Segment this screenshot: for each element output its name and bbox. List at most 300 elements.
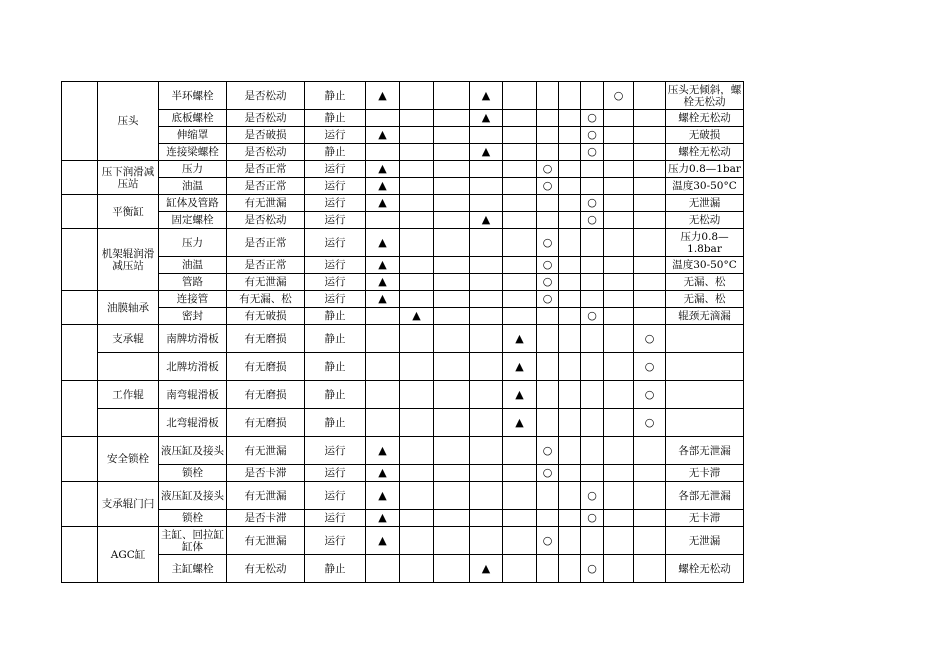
circle-mark: ○	[581, 510, 604, 527]
mark-cell	[604, 527, 634, 555]
mark-cell	[581, 274, 604, 291]
mark-cell	[366, 212, 400, 229]
mark-cell	[581, 409, 604, 437]
circle-mark: ○	[581, 110, 604, 127]
mark-cell	[559, 257, 581, 274]
mark-cell	[559, 82, 581, 110]
group-cell: 机架辊润滑减压站	[98, 229, 159, 291]
mark-cell	[400, 555, 434, 583]
triangle-mark: ▲	[366, 127, 400, 144]
index-cell	[62, 527, 98, 583]
state-cell: 运行	[305, 291, 366, 308]
part-cell: 液压缸及接头	[159, 437, 227, 465]
part-cell: 锁栓	[159, 465, 227, 482]
table-row	[62, 229, 744, 257]
mark-cell	[503, 465, 537, 482]
mark-cell	[503, 291, 537, 308]
mark-cell	[400, 229, 434, 257]
mark-cell	[434, 274, 470, 291]
mark-cell	[366, 409, 400, 437]
triangle-mark: ▲	[503, 325, 537, 353]
circle-mark: ○	[537, 178, 559, 195]
table-row	[62, 110, 744, 127]
mark-cell	[559, 178, 581, 195]
state-cell: 静止	[305, 353, 366, 381]
mark-cell	[581, 161, 604, 178]
mark-cell	[503, 82, 537, 110]
remark-cell	[666, 409, 744, 437]
mark-cell	[434, 409, 470, 437]
mark-cell	[581, 381, 604, 409]
remark-cell: 螺栓无松动	[666, 555, 744, 583]
index-cell	[62, 195, 98, 229]
triangle-mark: ▲	[366, 527, 400, 555]
circle-mark: ○	[634, 409, 666, 437]
item-cell: 是否正常	[227, 178, 305, 195]
circle-mark: ○	[537, 161, 559, 178]
remark-cell: 温度30-50°C	[666, 178, 744, 195]
part-cell: 半环螺栓	[159, 82, 227, 110]
triangle-mark: ▲	[503, 409, 537, 437]
mark-cell	[634, 527, 666, 555]
remark-cell: 压头无倾斜，螺栓无松动	[666, 82, 744, 110]
circle-mark: ○	[537, 257, 559, 274]
mark-cell	[537, 381, 559, 409]
mark-cell	[604, 409, 634, 437]
mark-cell	[604, 195, 634, 212]
mark-cell	[503, 527, 537, 555]
mark-cell	[400, 291, 434, 308]
mark-cell	[503, 127, 537, 144]
part-cell: 伸缩罩	[159, 127, 227, 144]
mark-cell	[581, 527, 604, 555]
mark-cell	[434, 178, 470, 195]
part-cell: 南牌坊滑板	[159, 325, 227, 353]
mark-cell	[434, 437, 470, 465]
table-row	[62, 291, 744, 308]
index-cell	[62, 482, 98, 527]
mark-cell	[559, 527, 581, 555]
mark-cell	[400, 195, 434, 212]
mark-cell	[634, 212, 666, 229]
circle-mark: ○	[581, 195, 604, 212]
part-cell: 压力	[159, 229, 227, 257]
mark-cell	[604, 381, 634, 409]
part-cell: 压力	[159, 161, 227, 178]
mark-cell	[581, 229, 604, 257]
table-row	[62, 82, 744, 110]
mark-cell	[434, 110, 470, 127]
index-cell	[62, 82, 98, 161]
table-row	[62, 161, 744, 178]
triangle-mark: ▲	[366, 178, 400, 195]
mark-cell	[400, 161, 434, 178]
mark-cell	[604, 127, 634, 144]
table-row	[62, 482, 744, 510]
item-cell: 有无磨损	[227, 353, 305, 381]
mark-cell	[581, 325, 604, 353]
mark-cell	[559, 144, 581, 161]
mark-cell	[434, 555, 470, 583]
circle-mark: ○	[537, 274, 559, 291]
index-cell	[62, 229, 98, 291]
mark-cell	[400, 381, 434, 409]
mark-cell	[604, 465, 634, 482]
triangle-mark: ▲	[470, 212, 503, 229]
mark-cell	[470, 229, 503, 257]
index-cell	[62, 325, 98, 381]
item-cell: 有无泄漏	[227, 437, 305, 465]
state-cell: 静止	[305, 110, 366, 127]
mark-cell	[559, 409, 581, 437]
inspection-table	[61, 81, 744, 583]
mark-cell	[634, 465, 666, 482]
item-cell: 是否破损	[227, 127, 305, 144]
mark-cell	[581, 353, 604, 381]
mark-cell	[581, 437, 604, 465]
mark-cell	[604, 291, 634, 308]
group-cell	[98, 353, 159, 381]
mark-cell	[503, 257, 537, 274]
triangle-mark: ▲	[366, 465, 400, 482]
mark-cell	[400, 325, 434, 353]
mark-cell	[559, 465, 581, 482]
mark-cell	[470, 510, 503, 527]
triangle-mark: ▲	[470, 82, 503, 110]
mark-cell	[604, 144, 634, 161]
part-cell: 底板螺栓	[159, 110, 227, 127]
remark-cell	[666, 325, 744, 353]
mark-cell	[604, 229, 634, 257]
mark-cell	[537, 195, 559, 212]
mark-cell	[470, 291, 503, 308]
mark-cell	[434, 325, 470, 353]
mark-cell	[581, 465, 604, 482]
remark-cell: 螺栓无松动	[666, 110, 744, 127]
mark-cell	[604, 353, 634, 381]
mark-cell	[503, 178, 537, 195]
mark-cell	[470, 161, 503, 178]
table-row	[62, 257, 744, 274]
mark-cell	[559, 229, 581, 257]
table-row	[62, 178, 744, 195]
mark-cell	[634, 555, 666, 583]
triangle-mark: ▲	[470, 110, 503, 127]
mark-cell	[400, 527, 434, 555]
group-cell: 压头	[98, 82, 159, 161]
mark-cell	[400, 257, 434, 274]
circle-mark: ○	[537, 291, 559, 308]
mark-cell	[559, 110, 581, 127]
state-cell: 运行	[305, 257, 366, 274]
mark-cell	[366, 325, 400, 353]
state-cell: 静止	[305, 381, 366, 409]
triangle-mark: ▲	[366, 482, 400, 510]
mark-cell	[434, 127, 470, 144]
state-cell: 运行	[305, 482, 366, 510]
mark-cell	[537, 409, 559, 437]
mark-cell	[470, 308, 503, 325]
remark-cell	[666, 353, 744, 381]
mark-cell	[634, 257, 666, 274]
mark-cell	[470, 527, 503, 555]
mark-cell	[634, 195, 666, 212]
mark-cell	[503, 161, 537, 178]
part-cell: 油温	[159, 178, 227, 195]
triangle-mark: ▲	[366, 274, 400, 291]
mark-cell	[537, 510, 559, 527]
state-cell: 运行	[305, 212, 366, 229]
mark-cell	[400, 465, 434, 482]
triangle-mark: ▲	[366, 161, 400, 178]
mark-cell	[366, 110, 400, 127]
part-cell: 连接梁螺栓	[159, 144, 227, 161]
item-cell: 有无磨损	[227, 381, 305, 409]
part-cell: 北弯辊滑板	[159, 409, 227, 437]
mark-cell	[604, 274, 634, 291]
part-cell: 主缸、回拉缸缸体	[159, 527, 227, 555]
mark-cell	[537, 212, 559, 229]
state-cell: 运行	[305, 178, 366, 195]
mark-cell	[400, 178, 434, 195]
mark-cell	[559, 308, 581, 325]
state-cell: 运行	[305, 527, 366, 555]
triangle-mark: ▲	[366, 437, 400, 465]
mark-cell	[366, 381, 400, 409]
index-cell	[62, 291, 98, 325]
part-cell: 主缸螺栓	[159, 555, 227, 583]
group-cell: 支承辊	[98, 325, 159, 353]
group-cell: 安全锁栓	[98, 437, 159, 482]
mark-cell	[559, 381, 581, 409]
mark-cell	[503, 510, 537, 527]
mark-cell	[604, 212, 634, 229]
state-cell: 静止	[305, 144, 366, 161]
triangle-mark: ▲	[366, 510, 400, 527]
item-cell: 是否正常	[227, 229, 305, 257]
mark-cell	[400, 127, 434, 144]
remark-cell: 无泄漏	[666, 195, 744, 212]
mark-cell	[400, 212, 434, 229]
mark-cell	[559, 482, 581, 510]
remark-cell: 压力0.8—1.8bar	[666, 229, 744, 257]
circle-mark: ○	[581, 482, 604, 510]
mark-cell	[581, 257, 604, 274]
group-cell: 工作辊	[98, 381, 159, 409]
mark-cell	[634, 274, 666, 291]
circle-mark: ○	[604, 82, 634, 110]
mark-cell	[434, 229, 470, 257]
mark-cell	[434, 465, 470, 482]
mark-cell	[604, 482, 634, 510]
circle-mark: ○	[537, 437, 559, 465]
remark-cell: 无松动	[666, 212, 744, 229]
mark-cell	[503, 308, 537, 325]
item-cell: 有无破损	[227, 308, 305, 325]
mark-cell	[400, 353, 434, 381]
item-cell: 是否正常	[227, 257, 305, 274]
mark-cell	[604, 325, 634, 353]
table-row	[62, 353, 744, 381]
circle-mark: ○	[581, 308, 604, 325]
mark-cell	[470, 178, 503, 195]
triangle-mark: ▲	[366, 82, 400, 110]
mark-cell	[604, 178, 634, 195]
mark-cell	[537, 308, 559, 325]
mark-cell	[400, 82, 434, 110]
state-cell: 静止	[305, 555, 366, 583]
mark-cell	[503, 195, 537, 212]
mark-cell	[470, 353, 503, 381]
mark-cell	[470, 381, 503, 409]
mark-cell	[366, 144, 400, 161]
mark-cell	[400, 482, 434, 510]
remark-cell: 螺栓无松动	[666, 144, 744, 161]
part-cell: 北牌坊滑板	[159, 353, 227, 381]
table-row	[62, 212, 744, 229]
triangle-mark: ▲	[470, 144, 503, 161]
item-cell: 有无磨损	[227, 325, 305, 353]
table-row	[62, 527, 744, 555]
item-cell: 是否卡滞	[227, 465, 305, 482]
triangle-mark: ▲	[366, 291, 400, 308]
mark-cell	[559, 325, 581, 353]
mark-cell	[634, 127, 666, 144]
mark-cell	[503, 555, 537, 583]
item-cell: 有无漏、松	[227, 291, 305, 308]
state-cell: 运行	[305, 229, 366, 257]
mark-cell	[559, 195, 581, 212]
state-cell: 运行	[305, 510, 366, 527]
mark-cell	[537, 82, 559, 110]
table-row	[62, 381, 744, 409]
table-body	[62, 82, 744, 583]
mark-cell	[559, 212, 581, 229]
mark-cell	[581, 178, 604, 195]
part-cell: 缸体及管路	[159, 195, 227, 212]
circle-mark: ○	[537, 465, 559, 482]
mark-cell	[537, 555, 559, 583]
mark-cell	[470, 274, 503, 291]
circle-mark: ○	[634, 381, 666, 409]
mark-cell	[434, 308, 470, 325]
triangle-mark: ▲	[366, 257, 400, 274]
mark-cell	[434, 257, 470, 274]
item-cell: 有无泄漏	[227, 195, 305, 212]
remark-cell: 各部无泄漏	[666, 437, 744, 465]
table-row	[62, 409, 744, 437]
mark-cell	[503, 229, 537, 257]
mark-cell	[634, 510, 666, 527]
mark-cell	[434, 82, 470, 110]
remark-cell	[666, 381, 744, 409]
triangle-mark: ▲	[400, 308, 434, 325]
mark-cell	[400, 510, 434, 527]
mark-cell	[604, 555, 634, 583]
group-cell: 支承辊门闩	[98, 482, 159, 527]
mark-cell	[434, 381, 470, 409]
mark-cell	[470, 195, 503, 212]
mark-cell	[434, 353, 470, 381]
state-cell: 运行	[305, 274, 366, 291]
mark-cell	[400, 144, 434, 161]
mark-cell	[400, 110, 434, 127]
mark-cell	[434, 510, 470, 527]
mark-cell	[366, 555, 400, 583]
circle-mark: ○	[581, 555, 604, 583]
part-cell: 南弯辊滑板	[159, 381, 227, 409]
remark-cell: 无漏、松	[666, 291, 744, 308]
item-cell: 是否松动	[227, 82, 305, 110]
mark-cell	[400, 437, 434, 465]
mark-cell	[559, 161, 581, 178]
triangle-mark: ▲	[366, 195, 400, 212]
remark-cell: 无破损	[666, 127, 744, 144]
mark-cell	[537, 110, 559, 127]
state-cell: 运行	[305, 437, 366, 465]
state-cell: 静止	[305, 325, 366, 353]
mark-cell	[634, 229, 666, 257]
remark-cell: 无卡滞	[666, 510, 744, 527]
mark-cell	[559, 510, 581, 527]
part-cell: 油温	[159, 257, 227, 274]
mark-cell	[434, 482, 470, 510]
group-cell	[98, 409, 159, 437]
table-row	[62, 308, 744, 325]
remark-cell: 无卡滞	[666, 465, 744, 482]
mark-cell	[537, 325, 559, 353]
item-cell: 是否卡滞	[227, 510, 305, 527]
triangle-mark: ▲	[503, 381, 537, 409]
table-row	[62, 465, 744, 482]
remark-cell: 压力0.8—1bar	[666, 161, 744, 178]
part-cell: 连接管	[159, 291, 227, 308]
mark-cell	[634, 82, 666, 110]
circle-mark: ○	[634, 325, 666, 353]
state-cell: 运行	[305, 161, 366, 178]
mark-cell	[537, 144, 559, 161]
mark-cell	[537, 482, 559, 510]
mark-cell	[470, 127, 503, 144]
mark-cell	[604, 110, 634, 127]
triangle-mark: ▲	[366, 229, 400, 257]
state-cell: 静止	[305, 308, 366, 325]
mark-cell	[604, 257, 634, 274]
circle-mark: ○	[581, 144, 604, 161]
item-cell: 有无泄漏	[227, 482, 305, 510]
triangle-mark: ▲	[503, 353, 537, 381]
group-cell: 油膜轴承	[98, 291, 159, 325]
mark-cell	[559, 127, 581, 144]
mark-cell	[366, 353, 400, 381]
mark-cell	[470, 409, 503, 437]
mark-cell	[634, 437, 666, 465]
state-cell: 运行	[305, 127, 366, 144]
mark-cell	[604, 308, 634, 325]
mark-cell	[559, 353, 581, 381]
mark-cell	[559, 437, 581, 465]
item-cell: 是否正常	[227, 161, 305, 178]
state-cell: 运行	[305, 465, 366, 482]
item-cell: 是否松动	[227, 212, 305, 229]
group-cell: 压下润滑减压站	[98, 161, 159, 195]
mark-cell	[559, 555, 581, 583]
mark-cell	[634, 110, 666, 127]
mark-cell	[366, 308, 400, 325]
state-cell: 静止	[305, 82, 366, 110]
mark-cell	[604, 510, 634, 527]
item-cell: 有无磨损	[227, 409, 305, 437]
